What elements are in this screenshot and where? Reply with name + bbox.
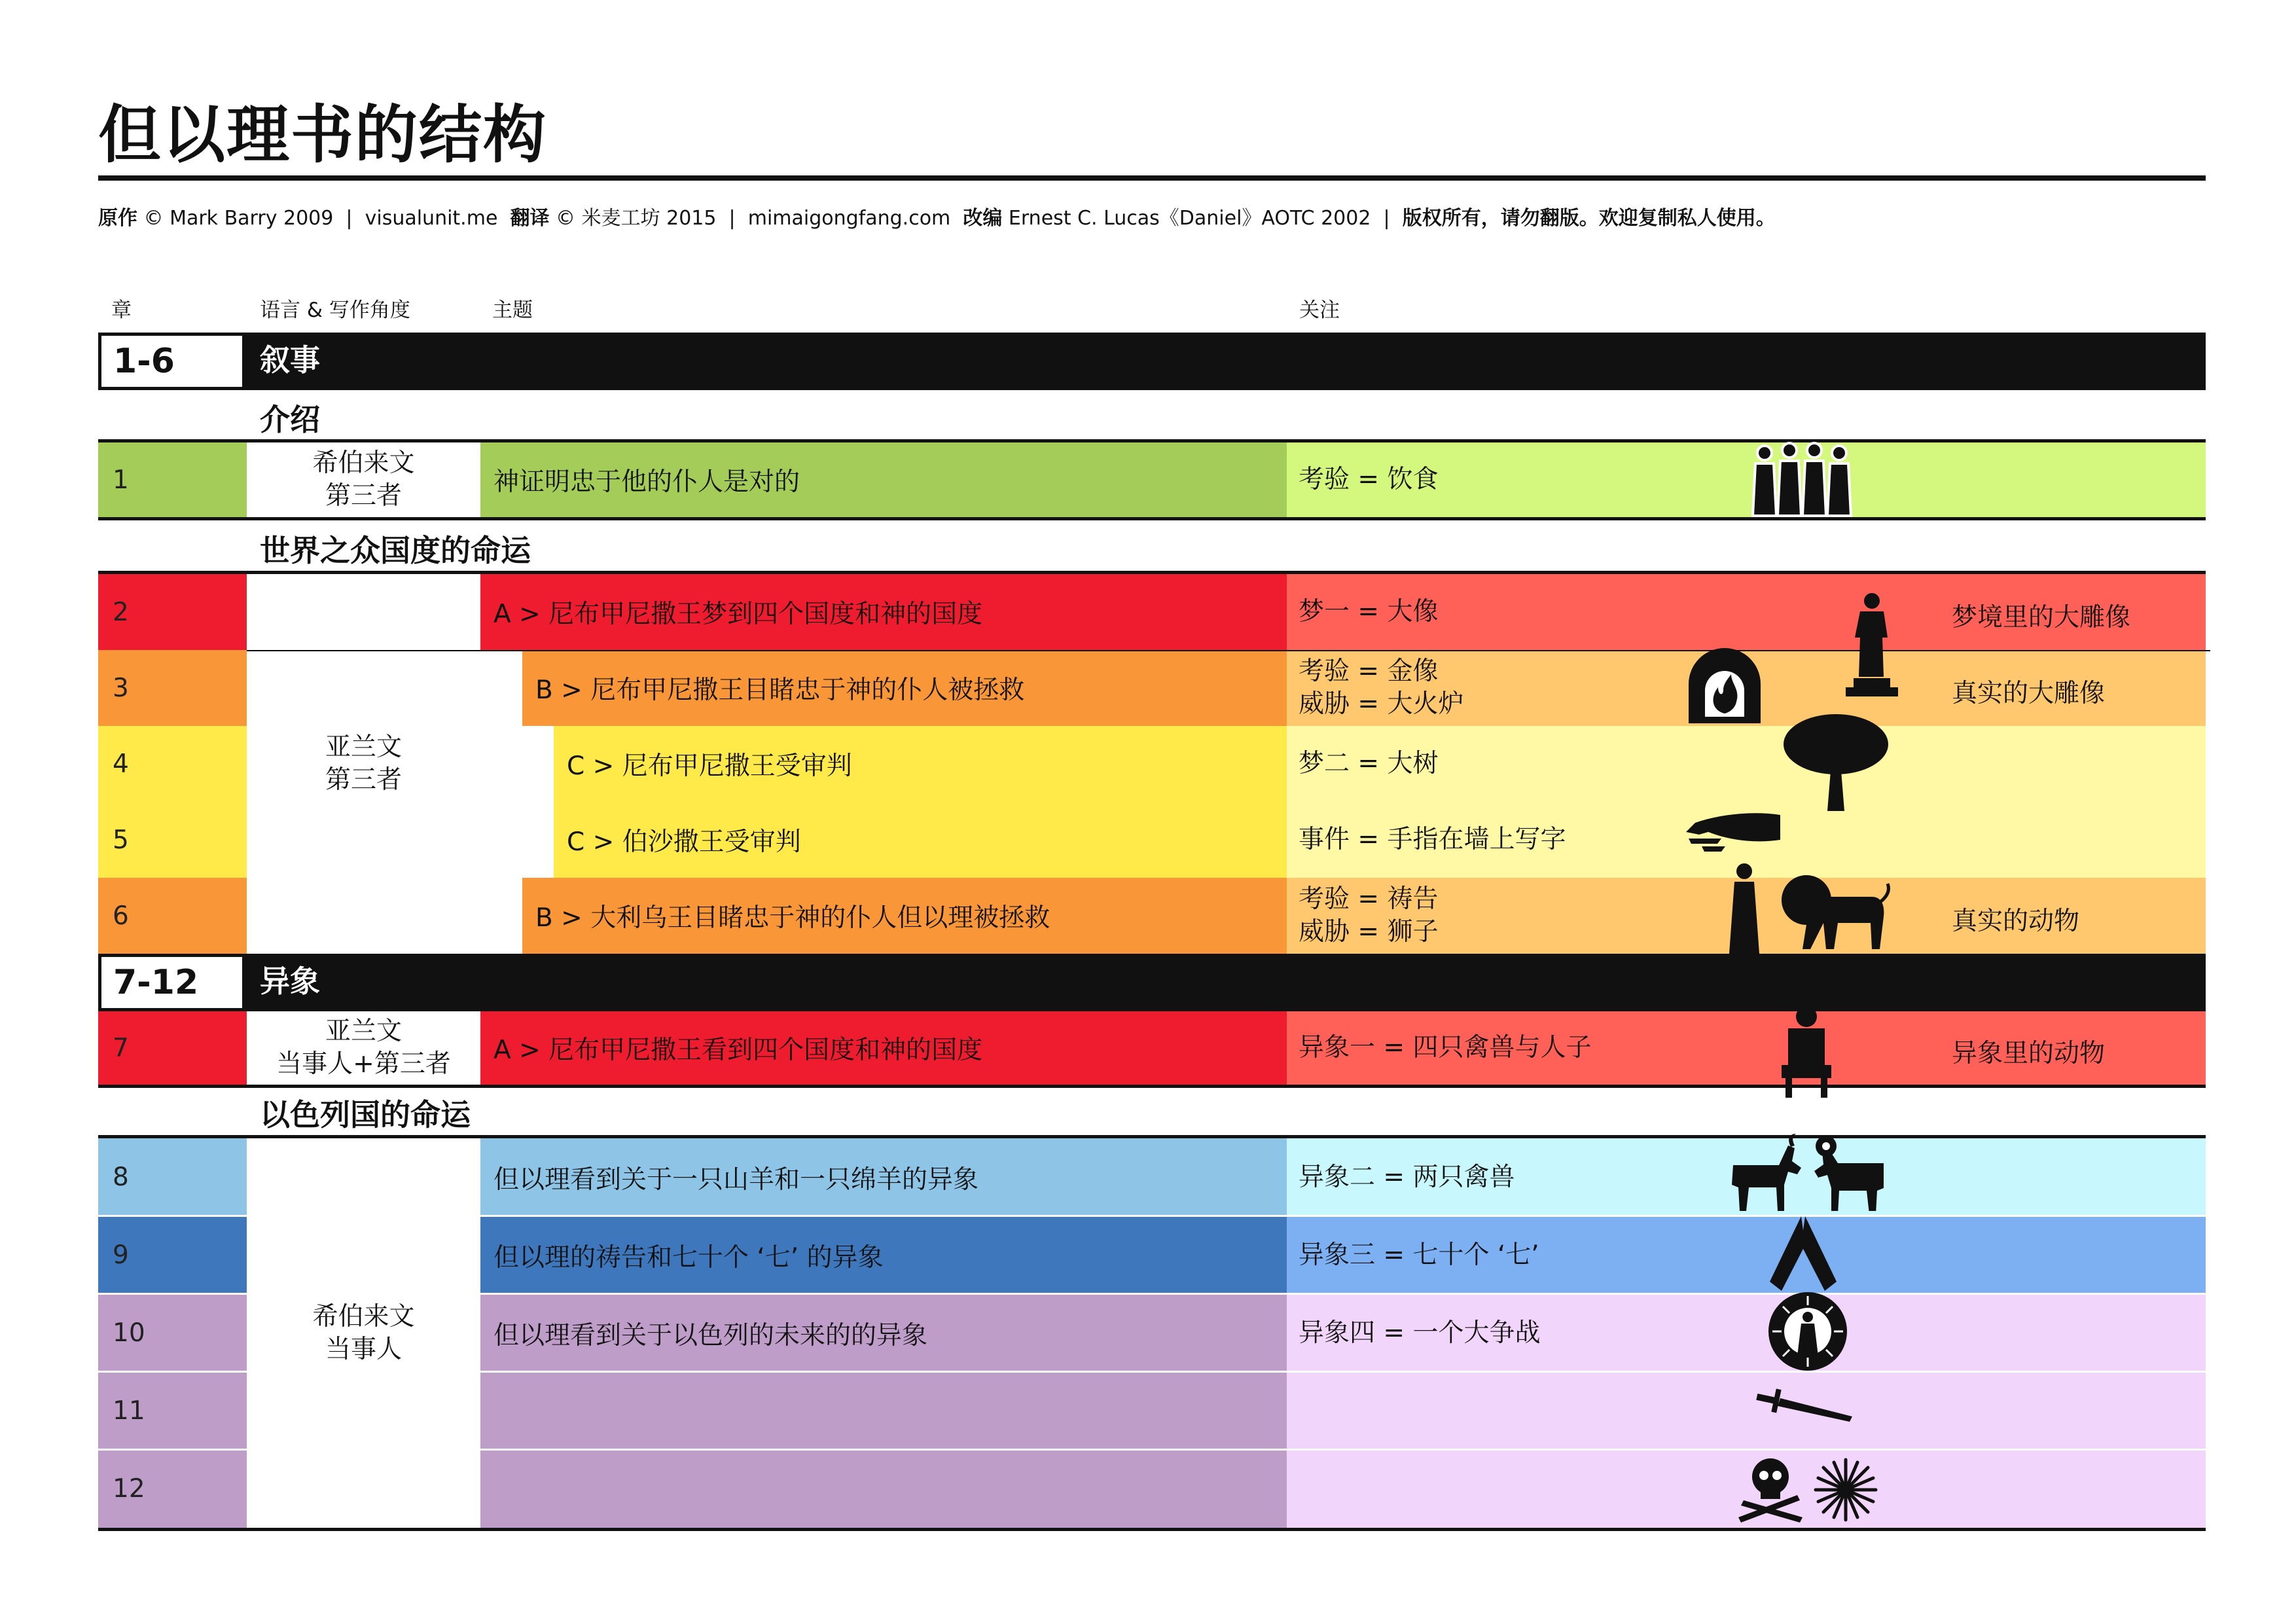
tree-icon [1780, 710, 1892, 815]
row-focus-1: 考验 = 饮食 [1287, 442, 2206, 517]
column-header-language: 语言 & 写作角度 [260, 298, 410, 322]
part-title-vision: 异象 [260, 964, 320, 999]
statue-icon [1839, 589, 1905, 700]
credit-site-2[interactable]: mimaigongfang.com [747, 207, 951, 230]
ram-icon [1812, 1129, 1897, 1211]
language-line: 亚兰文 [325, 1017, 402, 1046]
focus-line: 梦二 = 大树 [1299, 749, 1439, 778]
row-focus-7: 异象一 = 四只禽兽与人子 [1287, 1011, 2206, 1085]
part-band-narrative [98, 333, 2206, 390]
row-focus-11 [1287, 1372, 2206, 1450]
row-divider [480, 1371, 2206, 1373]
star-icon [1813, 1457, 1878, 1523]
page-title: 但以理书的结构 [98, 98, 547, 171]
row-divider [247, 650, 2210, 651]
row-note-3: 真实的大雕像 [1952, 679, 2106, 708]
credit-separator: | [1383, 207, 1390, 230]
row-note-7: 异象里的动物 [1952, 1039, 2106, 1068]
row-divider [480, 1293, 2206, 1295]
credit-translation-label: 翻译 [510, 207, 550, 230]
column-header-chapter: 章 [111, 298, 132, 322]
column-header-theme: 主题 [492, 298, 533, 322]
praying-man-icon [1721, 861, 1767, 959]
row-theme-7: A > 尼布甲尼撒王看到四个国度和神的国度 [480, 1011, 1287, 1085]
throne-icon [1774, 985, 1839, 1100]
title-rule [98, 175, 2206, 181]
row-chapter-6: 6 [98, 878, 247, 954]
row-chapter-10: 10 [98, 1294, 247, 1372]
praying-hands-icon [1767, 1211, 1839, 1296]
row-chapter-7: 7 [98, 1011, 247, 1085]
focus-line: 考验 = 祷告 [1299, 884, 1439, 914]
part-range-1-6: 1-6 [98, 333, 245, 390]
credit-translation: © 米麦工坊 2015 [556, 207, 717, 230]
row-theme-12 [480, 1450, 1287, 1528]
focus-line: 梦一 = 大像 [1299, 597, 1439, 626]
language-line: 亚兰文 [325, 732, 402, 762]
section-title-intro: 介绍 [260, 402, 320, 437]
row-theme-4: C > 尼布甲尼撒王受审判 [554, 726, 1287, 802]
row-chapter-3: 3 [98, 650, 247, 726]
row-note-6: 真实的动物 [1952, 907, 2080, 936]
lion-icon [1780, 871, 1892, 956]
focus-line: 威胁 = 狮子 [1299, 917, 1439, 947]
goat-icon [1720, 1132, 1805, 1211]
row-note-2: 梦境里的大雕像 [1952, 603, 2131, 632]
language-line: 当事人+第三者 [276, 1049, 451, 1079]
row-divider [480, 1215, 2206, 1217]
credit-adapted-label: 改编 [963, 207, 1003, 230]
credit-site-1[interactable]: visualunit.me [365, 207, 498, 230]
row-focus-10: 异象四 = 一个大争战 [1287, 1294, 2206, 1372]
row-focus-8: 异象二 = 两只禽兽 [1287, 1138, 2206, 1216]
skull-icon [1734, 1454, 1806, 1526]
focus-line: 事件 = 手指在墙上写字 [1299, 825, 1566, 854]
row-theme-2: A > 尼布甲尼撒王梦到四个国度和神的国度 [480, 574, 1287, 650]
row-theme-3: B > 尼布甲尼撒王目睹忠于神的仆人被拯救 [522, 650, 1287, 726]
row-theme-9: 但以理的祷告和七十个 ‘七’ 的异象 [480, 1216, 1287, 1294]
credits-line [98, 202, 1776, 230]
row-chapter-1: 1 [98, 442, 247, 517]
row-theme-8: 但以理看到关于一只山羊和一只绵羊的异象 [480, 1138, 1287, 1216]
row-chapter-4: 4 [98, 726, 247, 802]
language-line: 当事人 [325, 1334, 402, 1364]
row-theme-5: C > 伯沙撒王受审判 [554, 802, 1287, 878]
language-merged-8-12 [247, 1138, 480, 1528]
part-band-vision [98, 954, 2206, 1011]
sword-icon [1754, 1386, 1859, 1432]
section-title-nations: 世界之众国度的命运 [260, 533, 531, 568]
credit-separator: | [346, 207, 353, 230]
focus-line: 考验 = 金像 [1299, 657, 1439, 686]
section-title-israel: 以色列国的命运 [260, 1097, 471, 1132]
row-theme-10: 但以理看到关于以色列的未来的的异象 [480, 1294, 1287, 1372]
writing-hand-icon [1682, 808, 1787, 861]
row-chapter-8: 8 [98, 1138, 247, 1216]
focus-line: 威胁 = 大火炉 [1299, 689, 1464, 719]
row-chapter-5: 5 [98, 802, 247, 878]
row-theme-1: 神证明忠于他的仆人是对的 [480, 442, 1287, 517]
row-divider [98, 1293, 247, 1295]
row-divider [98, 1371, 247, 1373]
language-line: 第三者 [325, 765, 402, 795]
row-divider [98, 1449, 247, 1451]
row-chapter-11: 11 [98, 1372, 247, 1450]
credit-rights: 版权所有，请勿翻版。欢迎复制私人使用。 [1402, 207, 1776, 230]
credit-separator: | [728, 207, 736, 230]
part-range-7-12: 7-12 [98, 954, 245, 1011]
row-divider [480, 1449, 2206, 1451]
part-title-narrative: 叙事 [260, 342, 320, 378]
row-border [98, 1085, 2206, 1088]
row-theme-11 [480, 1372, 1287, 1450]
credit-adapted: Ernest C. Lucas《Daniel》AOTC 2002 [1008, 207, 1371, 230]
credit-original: © Mark Barry 2009 [143, 207, 334, 230]
language-merged-2-6 [247, 574, 480, 954]
language-line: 第三者 [325, 481, 402, 511]
row-chapter-2: 2 [98, 574, 247, 650]
column-header-focus: 关注 [1299, 298, 1340, 322]
credit-original-label: 原作 [98, 207, 137, 230]
language-line: 希伯来文 [312, 448, 415, 478]
row-focus-9: 异象三 = 七十个 ‘七’ [1287, 1216, 2206, 1294]
furnace-icon [1682, 645, 1767, 730]
row-border [98, 1528, 2206, 1531]
row-theme-6: B > 大利乌王目睹忠于神的仆人但以理被拯救 [522, 878, 1287, 954]
row-focus-4 [1287, 726, 2206, 802]
row-language-1 [247, 442, 480, 517]
row-divider [98, 1215, 247, 1217]
row-chapter-12: 12 [98, 1450, 247, 1528]
four-men-icon [1748, 437, 1859, 522]
language-line: 希伯来文 [312, 1301, 415, 1331]
row-language-7 [247, 1011, 480, 1085]
radiant-figure-icon [1767, 1291, 1848, 1372]
row-chapter-9: 9 [98, 1216, 247, 1294]
row-border [98, 517, 2206, 520]
